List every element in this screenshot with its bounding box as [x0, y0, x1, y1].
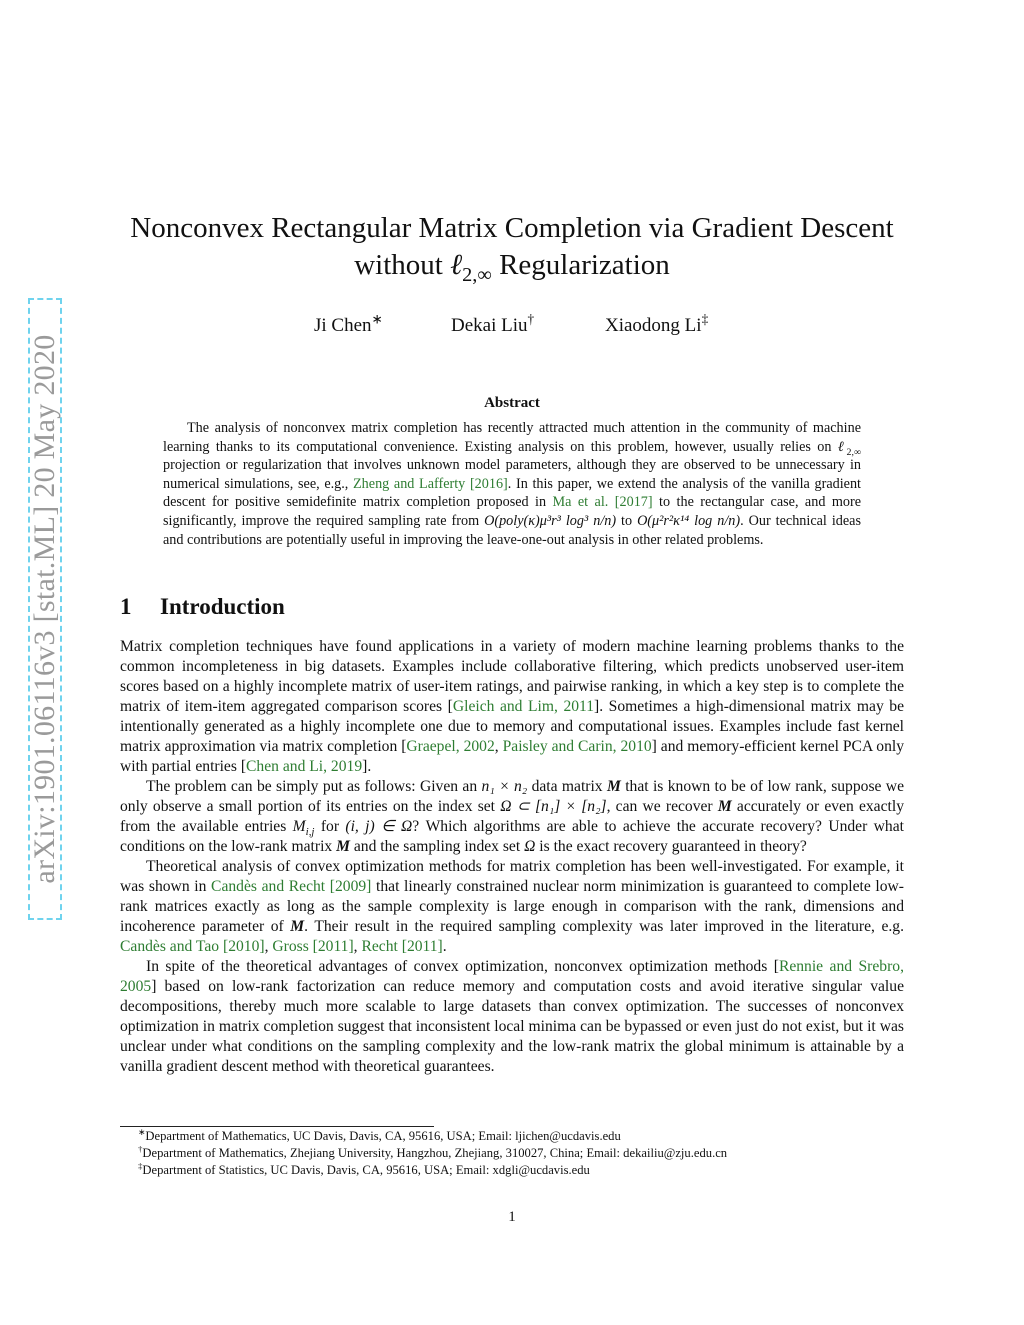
citation-candes-tao[interactable]: Candès and Tao [2010] [120, 938, 265, 955]
abstract-paragraph: The analysis of nonconvex matrix completion has recently attracted much attention in the community of machine learning thanks to its computational convenience. Existing analysis on this problem, however, usually relies on ℓ$_{2,\infty}$ projection or regularization that involves unknown model parameters, although they are observed to be unnecessary in numerical simulations, see, e.g., Zheng and Lafferty [2016]. In this paper, we extend the analysis of the vanilla gradient descent for positive semidefinite matrix completion proposed in Ma et al. [2017] to the rectangular case, and more significantly, improve the required sampling rate from O(poly(κ)μ³r³ log³ n/n) to O(μ²r²κ¹⁴ log n/n). Our technical ideas and contributions are potentially useful in improving the leave-one-out analysis in other related problems. [163, 420, 861, 548]
footnotes [120, 1128, 940, 1179]
intro-paragraph-2: The problem can be simply put as follows: Given an n₁ × n₂ data matrix M that is known to be of low rank, suppose we only observe a small portion of its entries on the index set Ω ⊂ [n₁] × [n₂], can we recover M accurately or even exactly from the available entries $M_{i,j}$ for (i, j) ∈ Ω? Which algorithms are able to achieve the accurate recovery? Under what conditions on the low-rank matrix M and the sampling index set Ω is the exact recovery guaranteed in theory? [120, 778, 904, 855]
citation-gross[interactable]: Gross [2011] [272, 938, 354, 955]
abstract-body [163, 419, 861, 549]
author-ji-chen: Ji Chen∗ [314, 311, 383, 336]
title-line-2: without ℓ$_{2,\infty}$ Regularization [354, 249, 670, 286]
title-line-1: Nonconvex Rectangular Matrix Completion via Gradient Descent [130, 212, 894, 244]
footnote-1: ∗Department of Mathematics, UC Davis, Davis, CA, 95616, USA; Email: ljichen@ucdavis.edu [138, 1126, 621, 1143]
paper-title [0, 210, 1024, 284]
citation-gleich-lim[interactable]: Gleich and Lim, 2011 [452, 698, 595, 715]
footnote-2: †Department of Mathematics, Zhejiang University, Hangzhou, Zhejiang, 310027, China; Email: dekailiu@zju.edu.cn [138, 1143, 728, 1160]
citation-zheng-lafferty[interactable]: Zheng and Lafferty [2016] [353, 475, 508, 492]
citation-ma-et-al[interactable]: Ma et al. [2017] [552, 494, 653, 511]
citation-chen-li[interactable]: Chen and Li, 2019 [246, 758, 363, 775]
citation-recht[interactable]: Recht [2011] [361, 938, 443, 955]
citation-graepel[interactable]: Graepel, 2002 [406, 738, 495, 755]
citation-paisley-carin[interactable]: Paisley and Carin, 2010 [502, 738, 652, 755]
arxiv-identifier[interactable]: arXiv:1901.06116v3 [stat.ML] 20 May 2020 [28, 334, 61, 884]
citation-rennie-srebro[interactable]: Rennie and Srebro, 2005 [120, 958, 904, 995]
footnote-divider [120, 1126, 434, 1127]
math-rate-to: O(μ²r²κ¹⁴ log n/n) [637, 512, 741, 529]
math-rate-from: O(poly(κ)μ³r³ log³ n/n) [484, 512, 617, 529]
section-heading-introduction: 1 Introduction [120, 594, 285, 619]
author-xiaodong-li: Xiaodong Li‡ [605, 311, 709, 336]
footnote-3: ‡Department of Statistics, UC Davis, Davis, CA, 95616, USA; Email: xdgli@ucdavis.edu [138, 1160, 590, 1177]
intro-paragraph-1: Matrix completion techniques have found applications in a variety of modern machine learning problems thanks to the common incompleteness in big datasets. Examples include collaborative filtering, which predicts unobserved user-item scores based on a highly incomplete matrix of user-item ratings, and pairwise ranking, in which a key step is to complete the matrix of item-item aggregated comparison scores [Gleich and Lim, 2011]. Sometimes a high-dimensional matrix may be intentionally generated as a highly incomplete one due to memory and computational issues. Examples include fast kernel matrix approximation via matrix completion [Graepel, 2002, Paisley and Carin, 2010] and memory-efficient kernel PCA only with partial entries [Chen and Li, 2019]. [120, 638, 904, 775]
citation-candes-recht[interactable]: Candès and Recht [2009] [211, 878, 372, 895]
abstract-heading: Abstract [484, 395, 540, 411]
page-number: 1 [508, 1209, 516, 1225]
author-dekai-liu: Dekai Liu† [451, 311, 535, 336]
intro-paragraph-4: In spite of the theoretical advantages of convex optimization, nonconvex optimization methods [Rennie and Srebro, 2005] based on low-rank factorization can reduce memory and computation costs and avoid iterative singular value decompositions, thereby much more scalable to large datasets than convex optimization. The successes of nonconvex optimization in matrix completion suggest that inconsistent local minima can be bypassed or even just do not exist, but it was unclear under what conditions on the sampling complexity and the low-rank matrix the global minimum is attainable by a vanilla gradient descent method with theoretical guarantees. [120, 958, 904, 1075]
intro-paragraph-3: Theoretical analysis of convex optimization methods for matrix completion has been well-investigated. For example, it was shown in Candès and Recht [2009] that linearly constrained nuclear norm minimization is guaranteed to complete low-rank matrices exactly as long as the sample complexity is large enough in comparison with the rank, dimensions and incoherence parameter of M. Their result in the required sampling complexity was later improved in the literature, e.g. Candès and Tao [2010], Gross [2011], Recht [2011]. [120, 858, 905, 955]
introduction-body [120, 637, 904, 1077]
